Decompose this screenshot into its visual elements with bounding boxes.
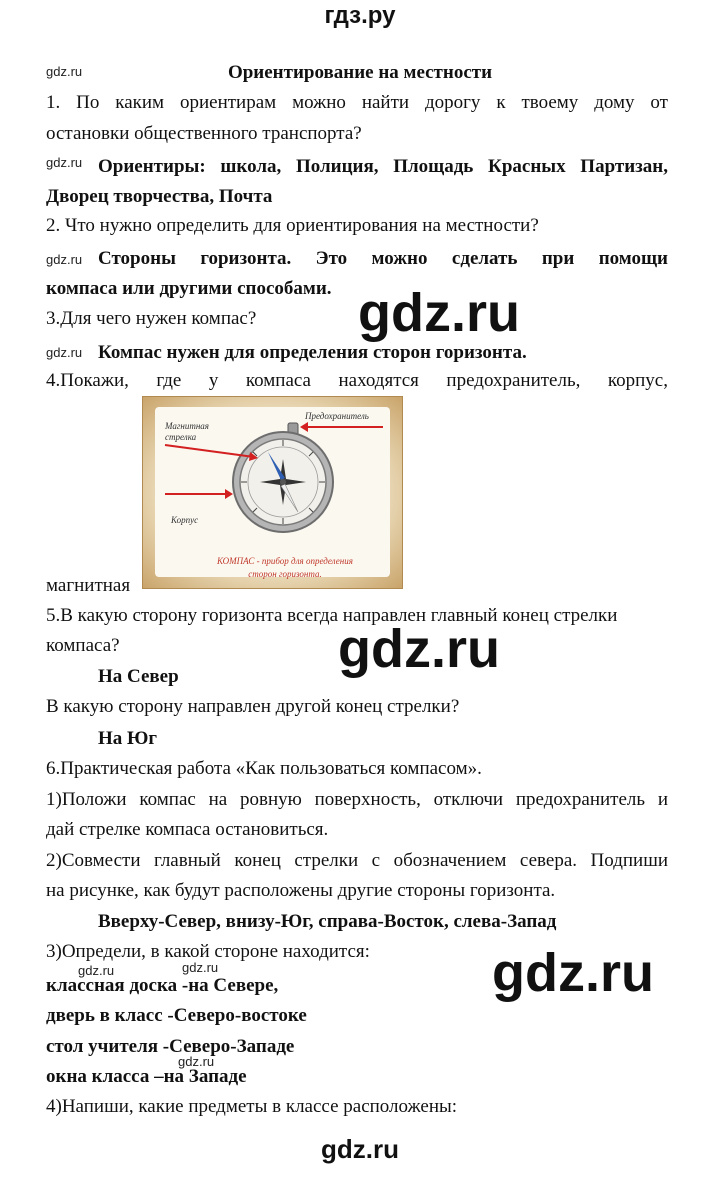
answer-1-cont: Дворец творчества, Почта [46, 186, 273, 207]
question-6: 6.Практическая работа «Как пользоваться компасом». [46, 758, 482, 779]
watermark-small: gdz.ru [178, 1054, 215, 1069]
question-5: 5.В какую сторону горизонта всегда направлен главный конец стрелки [46, 605, 618, 626]
label-case: Корпус [171, 515, 199, 525]
question-5b: В какую сторону направлен другой конец стрелки? [46, 696, 460, 717]
page-title: Ориентирование на местности [227, 62, 493, 83]
question-2: 2. Что нужно определить для ориентирования на местности? [46, 215, 539, 236]
watermark-small: gdz.ru [78, 963, 115, 978]
answer-step-2: Вверху-Север, внизу-Юг, справа-Восток, слева-Запад [98, 911, 557, 932]
site-header[interactable]: гдз.ру [324, 2, 396, 29]
figure-caption [195, 555, 375, 581]
step-1: 1)Положи компас на ровную поверхность, отключи предохранитель и [46, 789, 668, 810]
watermark-small: gdz.ru [46, 252, 83, 267]
watermark-large: gdz.ru [358, 283, 520, 343]
answer-step-3-line: классная доска -на Севере, [46, 975, 279, 996]
watermark-large: gdz.ru [338, 619, 500, 679]
question-3: 3.Для чего нужен компас? [46, 308, 257, 329]
question-4-cont: магнитная [46, 575, 131, 596]
answer-2: Стороны горизонта. Это можно сделать при помощи [98, 248, 668, 269]
figure-panel [155, 407, 390, 577]
answer-step-3-line: стол учителя -Северо-Западе [46, 1036, 295, 1057]
watermark-small: gdz.ru [46, 64, 83, 79]
label-lock: Предохранитель [305, 411, 369, 421]
answer-step-3-line: дверь в класс -Северо-востоке [46, 1005, 307, 1026]
figure-caption-line: сторон горизонта. [248, 569, 322, 579]
question-5-cont: компаса? [46, 635, 120, 656]
watermark-small: gdz.ru [46, 345, 83, 360]
step-3: 3)Определи, в какой стороне находится: [46, 941, 370, 962]
watermark-small: gdz.ru [182, 960, 219, 975]
watermark-small: gdz.ru [46, 155, 83, 170]
answer-1: Ориентиры: школа, Полиция, Площадь Красных Партизан, [98, 156, 668, 177]
answer-5: На Север [98, 666, 179, 687]
answer-step-3-line: окна класса –на Западе [46, 1066, 247, 1087]
compass-figure [142, 396, 403, 589]
site-footer[interactable]: gdz.ru [321, 1134, 399, 1164]
question-4: 4.Покажи, где у компаса находятся предохранитель, корпус, [46, 370, 668, 391]
step-1-cont: дай стрелке компаса остановиться. [46, 819, 329, 840]
arrow-needle [165, 445, 254, 457]
step-4: 4)Напиши, какие предметы в классе расположены: [46, 1096, 458, 1117]
step-2-cont: на рисунке, как будут расположены другие стороны горизонта. [46, 880, 556, 901]
step-2: 2)Совмести главный конец стрелки с обозначением севера. Подпиши [46, 850, 668, 871]
answer-2-cont: компаса или другими способами. [46, 278, 332, 299]
answer-5b: На Юг [98, 728, 158, 749]
figure-caption-line: КОМПАС - прибор для определения [217, 556, 353, 566]
question-1: 1. По каким ориентирам можно найти дорогу к твоему дому от [46, 92, 668, 113]
watermark-large: gdz.ru [492, 943, 654, 1003]
question-1-cont: остановки общественного транспорта? [46, 123, 362, 144]
answer-3: Компас нужен для определения сторон горизонта. [98, 342, 527, 363]
label-needle: Магнитная стрелка [165, 421, 209, 442]
